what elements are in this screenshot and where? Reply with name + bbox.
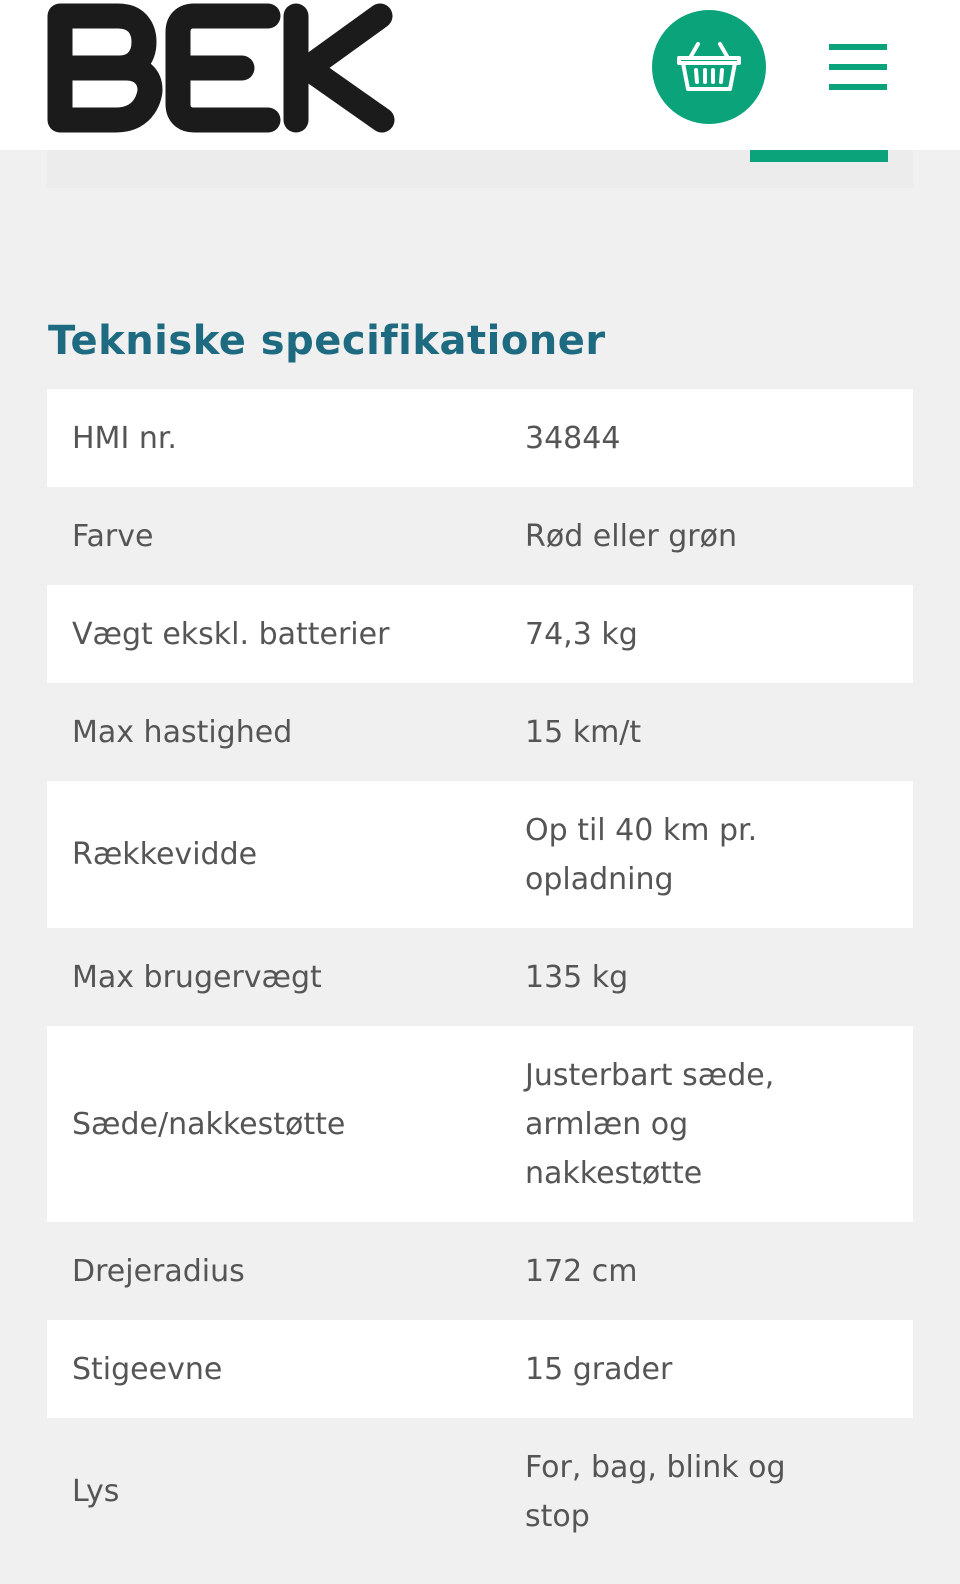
cart-button[interactable] [652, 10, 766, 124]
spec-value: Rød eller grøn [525, 518, 737, 554]
spec-value: 15 km/t [525, 714, 642, 750]
spec-value: 74,3 kg [525, 616, 638, 652]
bek-logo[interactable] [46, 2, 396, 134]
basket-icon [676, 40, 742, 94]
spec-label: Vægt ekskl. batterier [72, 616, 390, 652]
menu-line [829, 44, 887, 50]
spec-row [47, 781, 913, 928]
spec-value: 15 grader [525, 1351, 673, 1387]
specs-heading: Tekniske specifikationer [48, 318, 606, 364]
hamburger-icon[interactable] [829, 44, 887, 92]
spec-value: Op til 40 km pr. opladning [525, 812, 758, 897]
spec-label: Max brugervægt [72, 959, 322, 995]
spec-value: For, bag, blink og stop [525, 1449, 786, 1534]
menu-line [829, 64, 887, 70]
spec-label: Drejeradius [72, 1253, 245, 1289]
spec-row [47, 928, 913, 1026]
specs-table [47, 389, 913, 1565]
spec-label: HMI nr. [72, 420, 177, 456]
menu-line [829, 84, 887, 90]
spec-label: Stigeevne [72, 1351, 223, 1387]
spec-label: Lys [72, 1474, 120, 1509]
spec-value: Justerbart sæde, armlæn og nakkestøtte [525, 1057, 775, 1191]
spec-label: Max hastighed [72, 714, 293, 750]
spec-label: Rækkevidde [72, 837, 258, 872]
spec-row [47, 1418, 913, 1565]
spec-row [47, 585, 913, 683]
spec-row [47, 1026, 913, 1222]
active-menu-indicator [750, 150, 888, 162]
spec-label: Farve [72, 518, 154, 554]
spec-row [47, 487, 913, 585]
spec-value: 172 cm [525, 1253, 638, 1289]
spec-row [47, 1320, 913, 1418]
site-header [0, 0, 960, 150]
spec-row [47, 1222, 913, 1320]
spec-label: Sæde/nakkestøtte [72, 1106, 346, 1142]
spec-value: 34844 [525, 420, 621, 456]
spec-value: 135 kg [525, 959, 629, 995]
spec-row [47, 389, 913, 487]
spec-row [47, 683, 913, 781]
